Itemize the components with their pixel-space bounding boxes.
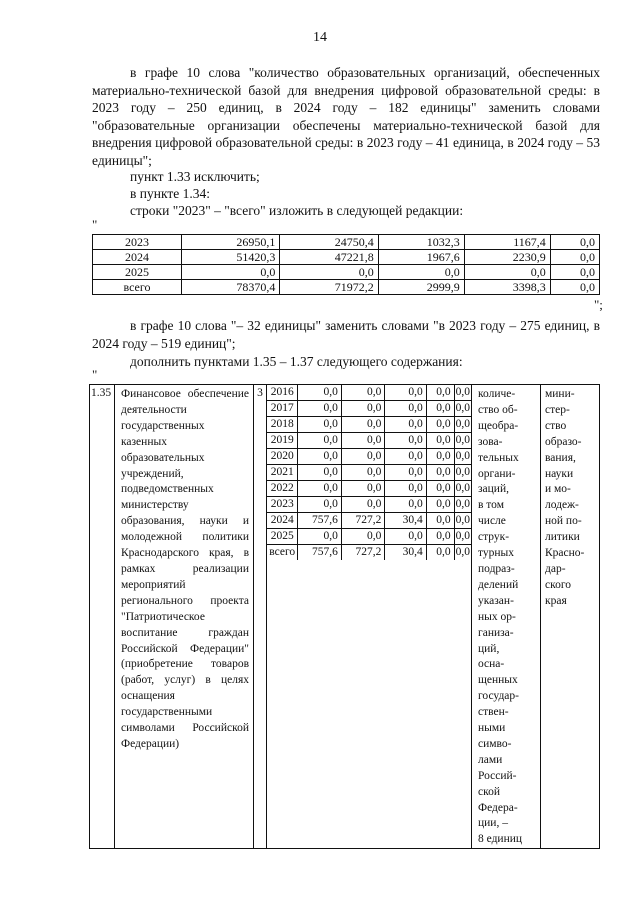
row-year: 2025: [93, 265, 182, 280]
table-cell: 0,0: [454, 401, 471, 417]
executor-text-line: дар-: [545, 562, 566, 575]
line-rows-edit: строки "2023" – "всего" изложить в следующей редакции:: [130, 203, 464, 218]
table-cell: 0,0: [385, 401, 426, 417]
table-row: [267, 513, 471, 529]
result-text-line: Федера-: [478, 801, 518, 814]
row-year: 2025: [267, 529, 298, 545]
table-cell: 26950,1: [182, 235, 280, 250]
table-cell: 2999,9: [378, 280, 464, 295]
table-cell: 0,0: [426, 449, 454, 465]
table-cell: 0,0: [182, 265, 280, 280]
table-cell: 0,0: [298, 497, 341, 513]
table-cell: 0,0: [454, 497, 471, 513]
table-cell: 30,4: [385, 545, 426, 561]
table-cell: 0,0: [464, 265, 550, 280]
executor-text-line: образо-: [545, 435, 582, 448]
row-year: 2023: [267, 497, 298, 513]
funding-table-134: [92, 234, 600, 295]
table-cell: 0,0: [341, 433, 384, 449]
table-cell: 0,0: [385, 481, 426, 497]
table-cell: 0,0: [385, 417, 426, 433]
table-cell: 0,0: [385, 385, 426, 401]
table-cell: 757,6: [298, 545, 341, 561]
table-cell: 0,0: [550, 235, 599, 250]
paragraph-column10-units: в графе 10 слова "– 32 единицы" заменить словами "в 2023 году – 275 единиц, в 2024 году – 519 единиц";: [92, 318, 600, 351]
table-cell: 3398,3: [464, 280, 550, 295]
result-text-line: в том: [478, 499, 504, 512]
table-cell: 0,0: [426, 497, 454, 513]
table-cell: 0,0: [341, 401, 384, 417]
table-cell: 0,0: [426, 385, 454, 401]
result-text-line: государ-: [478, 690, 519, 703]
executor-text-line: мини-: [545, 388, 575, 400]
table-cell: 24750,4: [280, 235, 378, 250]
result-text-line: симво-: [478, 737, 512, 750]
table-row: [267, 529, 471, 545]
table-cell: 0,0: [454, 481, 471, 497]
table-row: [267, 465, 471, 481]
result-text-line: ции, –: [478, 817, 508, 830]
row-year: всего: [93, 280, 182, 295]
table-cell: 1032,3: [378, 235, 464, 250]
table-cell: 0,0: [550, 250, 599, 265]
table-cell: 0,0: [341, 449, 384, 465]
result-text-line: подраз-: [478, 562, 515, 575]
table-cell: 30,4: [385, 513, 426, 529]
table-cell: 0,0: [378, 265, 464, 280]
row-year: 2020: [267, 449, 298, 465]
result-text-line: числе: [478, 515, 506, 528]
table-row: [267, 433, 471, 449]
new-point-135-table: [89, 384, 600, 849]
table-row: [267, 545, 471, 561]
result-indicator: [472, 385, 541, 849]
executor-text-line: вания,: [545, 451, 576, 464]
table-cell: 0,0: [385, 465, 426, 481]
row-year: 2016: [267, 385, 298, 401]
result-text-line: ганиза-: [478, 626, 514, 639]
table-cell: 0,0: [341, 385, 384, 401]
page-number: 14: [313, 30, 327, 45]
table-cell: 0,0: [426, 417, 454, 433]
table-cell: 0,0: [341, 417, 384, 433]
result-text-line: ций,: [478, 642, 500, 655]
table-cell: 0,0: [454, 449, 471, 465]
row-year: 2019: [267, 433, 298, 449]
open-quote: ": [92, 217, 98, 232]
result-text-line: ство об-: [478, 403, 518, 416]
table-row: [93, 250, 600, 265]
line-point-134: в пункте 1.34:: [130, 186, 210, 201]
table-cell: 2230,9: [464, 250, 550, 265]
executor-text-line: ство: [545, 419, 567, 432]
result-text-line: ными: [478, 722, 506, 735]
result-text-line: щеобра-: [478, 419, 519, 432]
table-cell: 0,0: [550, 280, 599, 295]
yearly-funding-cell: [267, 385, 472, 849]
table-cell: 0,0: [454, 433, 471, 449]
result-text-line: струк-: [478, 531, 510, 544]
table-cell: 0,0: [341, 465, 384, 481]
executor-text-line: литики: [545, 531, 580, 544]
table-cell: 0,0: [426, 481, 454, 497]
result-text-line: щенных: [478, 674, 518, 687]
table-cell: 0,0: [454, 385, 471, 401]
result-text-line: тельных: [478, 451, 519, 464]
table-row: [267, 385, 471, 401]
executor-text-line: Красно-: [545, 547, 585, 560]
table-cell: 0,0: [454, 529, 471, 545]
row-index: 1.35: [90, 385, 115, 849]
executor-text-line: ной по-: [545, 515, 582, 528]
result-text-line: 8 единиц: [478, 833, 523, 846]
table-cell: 0,0: [455, 546, 470, 558]
table-cell: 0,0: [341, 481, 384, 497]
table-cell: 47221,8: [280, 250, 378, 265]
table-cell: 727,2: [341, 513, 384, 529]
table-cell: 0,0: [298, 465, 341, 481]
table-cell: 0,0: [385, 497, 426, 513]
row-year: 2024: [267, 513, 298, 529]
table-cell: 0,0: [298, 401, 341, 417]
table-cell: 1967,6: [378, 250, 464, 265]
table-cell: 0,0: [298, 481, 341, 497]
row-year: 2023: [93, 235, 182, 250]
result-text-line: Россий-: [478, 769, 517, 782]
result-text-line: зова-: [478, 435, 503, 448]
source-code: 3: [254, 385, 267, 849]
table-cell: 727,2: [341, 545, 384, 561]
result-text-line: турных: [478, 547, 515, 560]
row-year: 2024: [93, 250, 182, 265]
table-cell: 757,6: [298, 513, 341, 529]
executor-text-line: края: [545, 594, 567, 607]
table-row: [267, 417, 471, 433]
table-cell: 0,0: [298, 529, 341, 545]
line-exclude-point: пункт 1.33 исключить;: [130, 169, 260, 184]
paragraph-column10-replacement: в графе 10 слова "количество образовательных организаций, обеспеченных материально-технической базой для внедрения цифровой образовательной среды: в 2023 году – 250 единиц, в 2024 году – 182 единицы" заменить словами "образовательные организации обеспечены материально-технической базой для внедрения цифровой образовательной среды: в 2023 году – 41 единица, в 2024 году – 53 единицы";: [92, 65, 600, 168]
table-cell: 0,0: [454, 465, 471, 481]
close-quote: ";: [594, 297, 603, 312]
table-cell: 0,0: [298, 385, 341, 401]
table-cell: 0,0: [426, 465, 454, 481]
table-cell: 0,0: [426, 433, 454, 449]
executor-text-line: ского: [545, 578, 572, 591]
result-text-line: делений: [478, 578, 519, 591]
table-cell: 51420,3: [182, 250, 280, 265]
result-text-line: осна-: [478, 658, 505, 671]
row-year: 2018: [267, 417, 298, 433]
line-supplement-points: дополнить пунктами 1.35 – 1.37 следующего содержания:: [130, 354, 463, 369]
table-cell: 0,0: [454, 417, 471, 433]
executor-text-line: лодеж-: [545, 499, 579, 512]
row-year: всего: [267, 545, 298, 561]
table-row: [267, 497, 471, 513]
table-cell: 0,0: [385, 529, 426, 545]
table-cell: 0,0: [280, 265, 378, 280]
executor: [541, 385, 600, 849]
table-cell: 71972,2: [280, 280, 378, 295]
table-cell: 0,0: [341, 497, 384, 513]
table-cell: 0,0: [298, 449, 341, 465]
table-row: [267, 401, 471, 417]
executor-text-line: науки: [545, 467, 574, 480]
table-row: [267, 449, 471, 465]
result-text-line: ской: [478, 785, 501, 798]
table-row: [93, 280, 600, 295]
result-text-line: ствен-: [478, 706, 509, 719]
result-text-line: количе-: [478, 388, 516, 400]
result-text-line: органи-: [478, 467, 516, 480]
row-year: 2022: [267, 481, 298, 497]
table-row: [267, 481, 471, 497]
executor-text-line: и мо-: [545, 483, 571, 496]
table-cell: 0,0: [385, 449, 426, 465]
table-cell: 0,0: [341, 529, 384, 545]
yearly-funding-table: [267, 385, 471, 560]
table-cell: 0,0: [426, 545, 454, 561]
table-cell: 0,0: [426, 513, 454, 529]
table-cell: 0,0: [426, 529, 454, 545]
open-quote-2: ": [92, 367, 98, 382]
result-text-line: ных ор-: [478, 610, 516, 623]
table-cell: 0,0: [385, 433, 426, 449]
table-cell: 1167,4: [464, 235, 550, 250]
table-cell: 0,0: [298, 433, 341, 449]
result-text-line: заций,: [478, 483, 509, 496]
row-year: 2017: [267, 401, 298, 417]
table-cell: 0,0: [454, 513, 471, 529]
row-year: 2021: [267, 465, 298, 481]
measure-name: Финансовое обеспечение деятельности государственных казенных образовательных учреждений, подведомственных министерству образования, науки и молодежной политики Краснодарского края, в рамках реализации мероприятий регионального проекта "Патриотическое воспитание граждан Российской Федерации" (приобретение товаров (работ, услуг) в целях оснащения государственными символами Российской Федерации): [115, 385, 254, 849]
table-row: [93, 235, 600, 250]
table-row: [93, 265, 600, 280]
executor-text-line: стер-: [545, 403, 570, 416]
table-cell: 78370,4: [182, 280, 280, 295]
result-text-line: указан-: [478, 594, 514, 607]
result-text-line: лами: [478, 753, 503, 766]
table-cell: 0,0: [550, 265, 599, 280]
table-cell: 0,0: [426, 401, 454, 417]
table-cell: 0,0: [298, 417, 341, 433]
